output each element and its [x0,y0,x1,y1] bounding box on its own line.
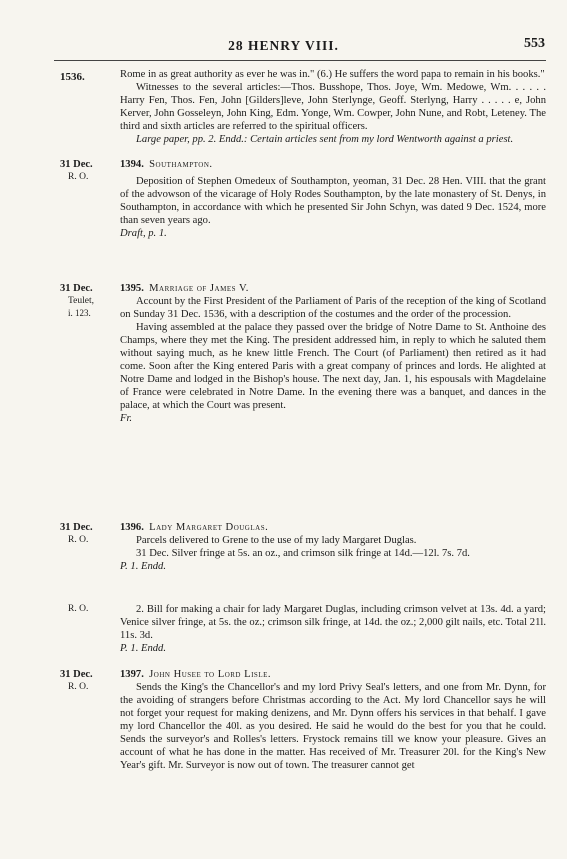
page-number: 553 [524,36,545,51]
entry-body-continued: Having assembled at the palace they passed over the bridge of Notre Dame to St. Anthoine des Champs, where they met the King. The president addressed him, in reply to which he saluted them without saying much, as he knew little French. The Court (of Parliament) then retired as it had come. Soon after the King entered Paris with a great company of princes and lords. He alighted at Notre Dame and lodged in the Bishop's house. The next day, Jan. 1, his espousals with Magdelaine of France were celebrated in Notre Dame. In the evening there was a banquet, and dances in the palace, at which the Court was present. [120,322,546,411]
entry-date: 31 Dec. [60,669,93,680]
entry-source: R. O. [68,535,89,545]
entry-body: Parcels delivered to Grene to the use of my lady Margaret Duglas. [136,535,417,546]
entry-title: Lady Margaret Douglas. [149,522,269,533]
entry-1395-margin [60,282,118,319]
header-rule [54,60,546,61]
entry-1396-part2 [120,603,546,655]
entry-1395 [120,282,546,425]
entry-date: 31 Dec. [60,283,93,294]
entry-footnote: Draft, p. 1. [120,228,167,239]
entry-number: 1396. [120,522,144,533]
entry-body-second: 2. Bill for making a chair for lady Margaret Duglas, including crimson velvet at 13s. 4d. a yard; Venice silver fringe, at 5s. the oz.; crimson silk fringe, at 14d. the oz.; 2,000 gilt nails, etc. Total 21l. 11s. 3d. [120,604,546,641]
entry-body: Sends the King's the Chancellor's and my lord Privy Seal's letters, and one from Mr. Dynn, for the avoiding of strangers before Christmas according to the Act. My lord Chancellor says he will not forget your request for making denizens, and Mr. Dynn offers his services in that behalf. I gave my lord Chancellor the 40l. as you desired. He said he would do the best for you that he could. Sends the surveyor's and Rolles's letters. Frystock remains till we know your pleasure. Gives an account of what he has done in the matter. Has received of Mr. Treasurer 20l. for the King's New Year's gift. Mr. Surveyor is now out of town. The treasurer cannot get [120,682,546,771]
entry-footnote: P. 1. Endd. [120,561,167,572]
entry-footnote-second: P. 1. Endd. [120,643,167,654]
entry-body-continued: 31 Dec. Silver fringe at 5s. an oz., and crimson silk fringe at 14d.—12l. 7s. 7d. [136,548,470,559]
entry-1394 [120,158,546,240]
year-marker: 1536. [60,71,85,83]
entry-body: Deposition of Stephen Omedeux of Southampton, yeoman, 31 Dec. 28 Hen. VIII. that the grant of the advowson of the vicarage of Holy Rodes Southampton, by the late monastery of St. Denys, in Southampton, in accordance with which he presented Sir John Schyn, was dated 9 Dec. 1524, more than seven years ago. [120,176,546,226]
entry-date: 31 Dec. [60,159,93,170]
entry-1396-second-source: R. O. [68,604,89,614]
entry-number: 1394. [120,159,144,170]
entry-footnote: Fr. [120,413,133,424]
running-title: 28 HENRY VIII. [228,38,339,53]
witnesses-text: Witnesses to the several articles:—Thos. Busshope, Thos. Joye, Wm. Medowe, Wm. . . . . . Harry Fen, Thos. Fen, John [Gilders]leve, John Sterlynge, Geoff. Sterlyng, Harry . . . . . e, John Kerver, John Gosseleyn, John King, Edm. Yonge, Wm. Cowper, John Nune, and Robt, Leteney. The third and sixth articles are referred to the spiritual officers. [120,82,546,132]
continuation-text: Rome in as great authority as ever he was in." (6.) He suffers the word papa to remain in his books." [120,69,545,80]
entry-date: 31 Dec. [60,522,93,533]
entry-1396-margin [60,521,118,547]
entry-source: Teulet, [68,296,94,306]
entry-reference: i. 123. [68,308,91,318]
entry-1394-margin [60,158,118,184]
continuation-footnote: Large paper, pp. 2. Endd.: Certain articles sent from my lord Wentworth against a priest. [136,134,514,145]
entry-1396 [120,521,546,573]
continuation-block [120,68,546,146]
entry-1397 [120,668,546,772]
entry-number: 1397. [120,669,144,680]
entry-title: Marriage of James V. [149,283,249,294]
entry-source: R. O. [68,172,89,182]
entry-title: John Husee to Lord Lisle. [149,669,272,680]
entry-1397-margin [60,668,118,694]
entry-title: Southampton. [149,159,213,170]
entry-body: Account by the First President of the Parliament of Paris of the reception of the king of Scotland on Sunday 31 Dec. 1536, with a description of the costumes and the order of the procession. [120,296,546,320]
entry-number: 1395. [120,283,144,294]
entry-source: R. O. [68,682,89,692]
